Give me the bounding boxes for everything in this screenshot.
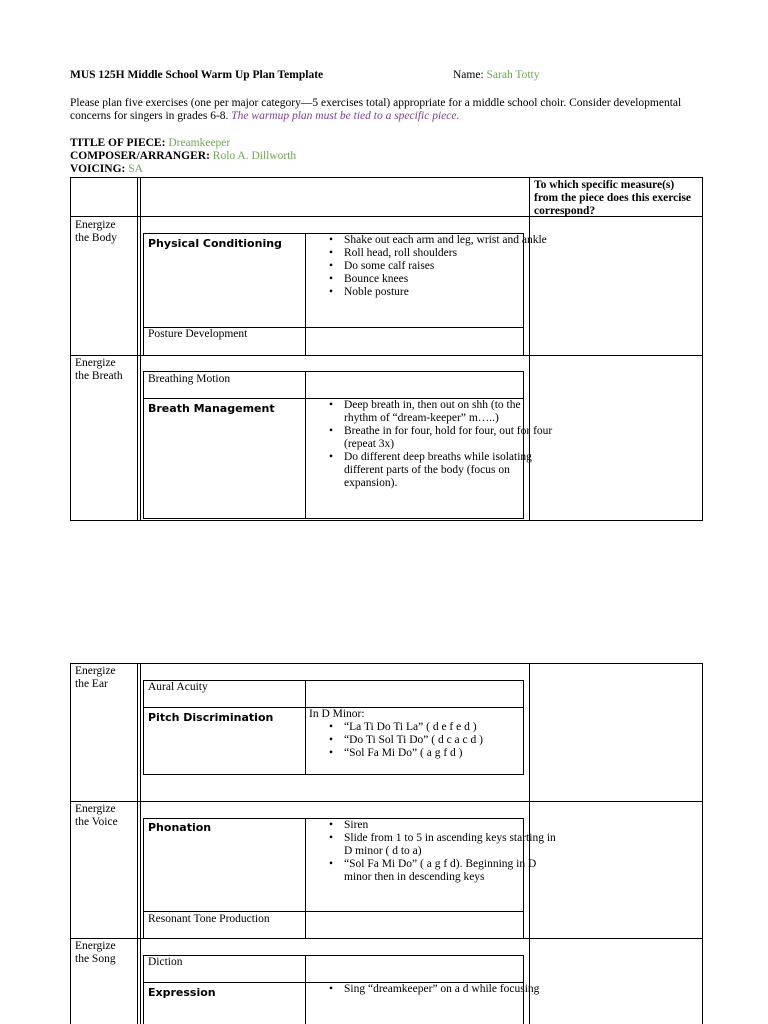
list-item: • “La Ti Do Ti La” ( d e f e d )	[344, 721, 556, 734]
category-body-line2: the Body	[75, 232, 117, 244]
table-1-col-divider-1	[137, 177, 138, 521]
name-value: Sarah Totty	[486, 69, 540, 81]
voicing-label: VOICING:	[70, 163, 126, 175]
category-ear-line2: the Ear	[75, 678, 108, 690]
table-2-col-divider-2	[140, 663, 141, 1024]
expression-list	[306, 983, 544, 996]
list-item: • Noble posture	[344, 286, 554, 299]
category-breath	[75, 357, 123, 383]
piece-title-label: TITLE OF PIECE:	[70, 137, 166, 149]
phonation-list	[306, 819, 556, 884]
category-song-line1: Energize	[75, 940, 116, 952]
instructions-text: Please plan five exercises (one per major category—5 exercises total) appropriate for a middle school choir. Consider developmental concerns for singers in grades 6-8.	[70, 97, 682, 122]
exercise-diction: Diction	[148, 956, 183, 968]
list-item: • Sing “dreamkeeper” on a d while focusing	[344, 983, 544, 996]
exercise-aural-acuity: Aural Acuity	[148, 681, 208, 693]
list-item: • Roll head, roll shoulders	[344, 247, 554, 260]
table-2-col-divider-1	[137, 663, 138, 1024]
course-title: MUS 125H Middle School Warm Up Plan Template	[70, 69, 324, 81]
breath-management-list	[306, 399, 556, 490]
category-voice-line2: the Voice	[75, 816, 118, 828]
composer-label: COMPOSER/ARRANGER:	[70, 150, 210, 162]
exercise-physical-conditioning: Physical Conditioning	[148, 237, 282, 250]
category-ear-line1: Energize	[75, 665, 116, 677]
exercise-breath-management: Breath Management	[148, 402, 275, 415]
name-label: Name:	[453, 69, 484, 81]
category-breath-line2: the Breath	[75, 370, 123, 382]
category-song	[75, 940, 116, 966]
exercise-phonation: Phonation	[148, 821, 212, 834]
list-item: • Bounce knees	[344, 273, 554, 286]
instructions	[70, 97, 700, 123]
pitch-discrimination-list	[306, 721, 556, 760]
list-item: • Do different deep breaths while isolating different parts of the body (focus on expansion).	[344, 451, 556, 490]
category-ear	[75, 665, 116, 691]
composer-value: Rolo A. Dillworth	[212, 150, 297, 162]
pitch-intro: In D Minor:	[309, 708, 365, 720]
physical-conditioning-list	[306, 234, 554, 299]
category-body	[75, 219, 117, 245]
category-body-line1: Energize	[75, 219, 116, 231]
exercise-pitch-discrimination: Pitch Discrimination	[148, 711, 274, 724]
measures-column-header: To which specific measure(s) from the piece does this exercise correspond?	[534, 179, 692, 217]
table-2-row-divider-1	[70, 801, 703, 802]
list-item: • Slide from 1 to 5 in ascending keys starting in D minor ( d to a)	[344, 832, 556, 858]
table-1-col-divider-2	[140, 177, 141, 521]
category-voice	[75, 803, 118, 829]
list-item: • Do some calf raises	[344, 260, 554, 273]
exercise-resonant-tone-production: Resonant Tone Production	[148, 913, 270, 925]
voice-row-divider	[143, 911, 524, 912]
name-line	[453, 69, 540, 82]
list-item: • Deep breath in, then out on shh (to the rhythm of “dream-keeper” m…..)	[344, 399, 556, 425]
category-voice-line1: Energize	[75, 803, 116, 815]
category-breath-line1: Energize	[75, 357, 116, 369]
exercise-expression: Expression	[148, 986, 216, 999]
voicing-value: SA	[128, 163, 143, 175]
exercise-posture-development: Posture Development	[148, 328, 248, 340]
piece-voicing	[70, 163, 143, 176]
instructions-emphasis: The warmup plan must be tied to a specific piece.	[231, 110, 460, 122]
piece-title	[70, 137, 230, 150]
exercise-breathing-motion: Breathing Motion	[148, 373, 231, 385]
list-item: • Shake out each arm and leg, wrist and ankle	[344, 234, 554, 247]
list-item: • “Sol Fa Mi Do” ( a g f d). Beginning in D minor then in descending keys	[344, 858, 556, 884]
list-item: • “Do Ti Sol Ti Do” ( d c a c d )	[344, 734, 556, 747]
list-item: • Siren	[344, 819, 556, 832]
piece-composer	[70, 150, 296, 163]
list-item: • “Sol Fa Mi Do” ( a g f d )	[344, 747, 556, 760]
list-item: • Breathe in for four, hold for four, out for four (repeat 3x)	[344, 425, 556, 451]
category-song-line2: the Song	[75, 953, 116, 965]
piece-title-value: Dreamkeeper	[168, 137, 231, 149]
